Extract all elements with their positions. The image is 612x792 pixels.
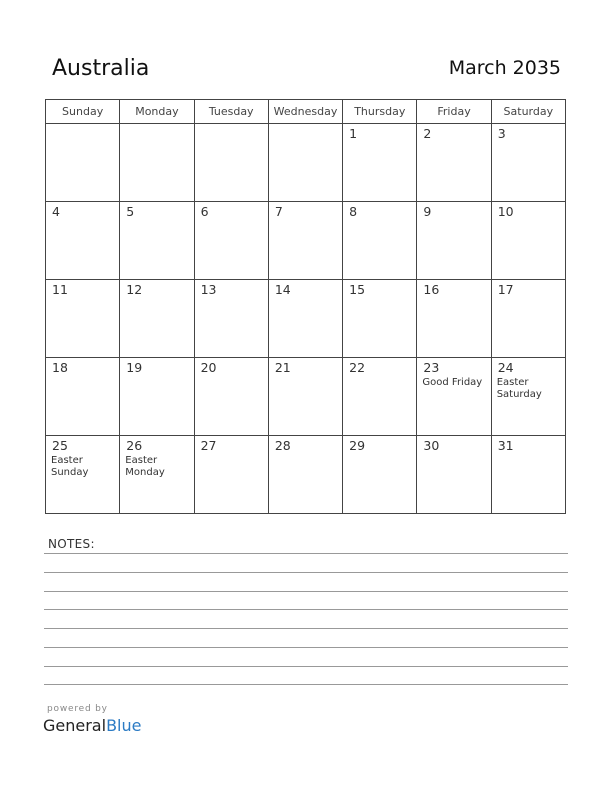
week-row [46,202,566,280]
holiday-label: Good Friday [422,377,483,388]
month-year-title: March 2035 [448,57,561,79]
day-cell [343,358,417,436]
brand-general: General [43,716,107,735]
holiday-label: Easter Sunday [51,455,89,478]
day-number: 10 [497,204,514,219]
day-number: 4 [52,204,60,219]
day-cell [417,202,491,280]
note-line [44,666,568,667]
day-number: 23 [423,360,440,375]
day-cell [194,280,268,358]
note-line [44,609,568,610]
day-cell [120,436,194,514]
holiday-label: Easter Monday [125,455,165,478]
day-cell [120,280,194,358]
day-cell [46,202,120,280]
week-row [46,358,566,436]
day-cell [268,436,342,514]
brand-blue: Blue [106,716,142,735]
day-cell [120,358,194,436]
weekday-header: Saturday [491,100,565,124]
day-number: 29 [349,438,366,453]
note-line [44,591,568,592]
day-number: 19 [126,360,143,375]
day-cell [268,280,342,358]
day-cell [268,358,342,436]
weekday-header: Monday [120,100,194,124]
day-number: 6 [200,204,209,219]
day-number: 27 [200,438,217,453]
day-number: 11 [52,282,68,297]
day-cell [343,280,417,358]
holiday-label: Easter Saturday [496,377,542,400]
day-cell [343,202,417,280]
day-number: 24 [497,360,514,375]
day-number: 9 [423,204,432,219]
day-number: 17 [497,282,514,297]
day-cell [120,202,194,280]
day-number: 15 [349,282,366,297]
day-number: 20 [200,360,217,375]
day-cell [268,202,342,280]
day-cell [46,436,120,514]
day-number: 16 [423,282,440,297]
day-number: 3 [497,126,506,141]
weekday-header: Sunday [46,100,120,124]
week-row [46,436,566,514]
empty-day-cell [268,124,342,202]
note-line [44,628,568,629]
day-number: 25 [52,438,68,453]
note-line [44,647,568,648]
weekday-header: Tuesday [194,100,268,124]
day-number: 13 [200,282,217,297]
day-number: 7 [274,204,283,219]
day-number: 18 [52,360,68,375]
day-number: 26 [126,438,143,453]
weekday-header-row [46,100,566,124]
day-cell [417,280,491,358]
day-cell [491,124,565,202]
notes-label: NOTES: [48,537,95,551]
calendar-grid [45,99,566,514]
day-cell [194,202,268,280]
day-cell [46,280,120,358]
day-number: 1 [349,126,358,141]
day-cell [194,436,268,514]
day-cell [343,124,417,202]
day-cell [417,124,491,202]
day-number: 12 [126,282,143,297]
note-line [44,684,568,685]
day-number: 30 [423,438,440,453]
day-number: 14 [274,282,291,297]
calendar-body [46,124,566,514]
generalblue-logo[interactable] [43,716,141,735]
day-cell [491,280,565,358]
note-line [44,553,568,554]
weekday-header: Thursday [343,100,417,124]
day-number: 5 [126,204,135,219]
day-number: 8 [349,204,358,219]
day-number: 2 [423,126,432,141]
week-row [46,124,566,202]
day-cell [343,436,417,514]
day-cell [46,358,120,436]
day-cell [491,436,565,514]
day-cell [417,358,491,436]
powered-by-text: powered by [47,704,108,714]
day-cell [491,202,565,280]
empty-day-cell [194,124,268,202]
day-cell [417,436,491,514]
day-cell [194,358,268,436]
empty-day-cell [46,124,120,202]
weekday-header: Wednesday [268,100,342,124]
day-number: 28 [274,438,291,453]
week-row [46,280,566,358]
day-number: 21 [274,360,291,375]
empty-day-cell [120,124,194,202]
weekday-header: Friday [417,100,491,124]
country-title: Australia [52,56,150,81]
note-line [44,572,568,573]
day-number: 22 [349,360,366,375]
day-cell [491,358,565,436]
day-number: 31 [497,438,514,453]
